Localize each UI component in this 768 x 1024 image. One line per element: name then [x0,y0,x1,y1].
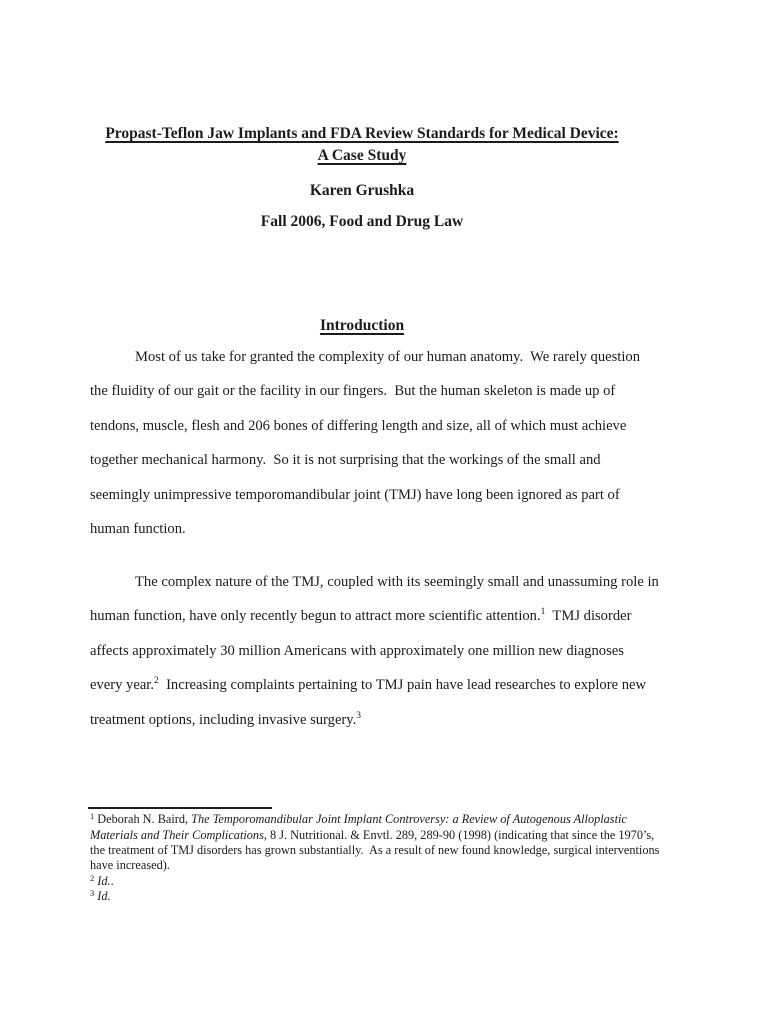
footnote-2-suffix: . [110,874,114,888]
footnote-1-citation-start: Deborah N. Baird, [97,812,192,826]
footnote-3-marker: 3 [90,888,95,898]
footnote-separator [88,807,272,809]
document-title-line1: Propast-Teflon Jaw Implants and FDA Review Standards for Medical Device: [105,125,619,142]
paragraph2-line4-text-a: every year. [90,677,155,693]
paragraph2-line1: The complex nature of the TMJ, coupled with its seemingly small and unassuming role in [135,574,659,590]
footnote-1-case-title-part2: Materials and Their Complications [90,828,264,842]
paragraph2-line5 [90,712,361,729]
footnote-ref-2: 2 [154,676,159,686]
footnote-1-line4: have increased). [90,858,170,872]
footnote-1-case-title-part1: The Temporomandibular Joint Implant Controversy: a Review of Autogenous Alloplastic [191,812,627,826]
paragraph2-line4 [90,677,646,694]
paragraph1-line4: together mechanical harmony. So it is not surprising that the workings of the small and [90,452,601,468]
paragraph1-line5: seemingly unimpressive temporomandibular joint (TMJ) have long been ignored as part of [90,487,620,503]
footnote-2-marker: 2 [90,873,95,883]
footnote-2 [90,874,114,888]
paragraph2-line4-text-b: Increasing complaints pertaining to TMJ pain have lead researches to explore new [158,677,647,693]
footnote-1-line1 [90,812,627,826]
paragraph2-line2-text-a: human function, have only recently begun to attract more scientific attention. [90,608,541,624]
footnote-1-line3: the treatment of TMJ disorders has grown substantially. As a result of new found knowledge, surgical interventions [90,843,660,857]
paragraph1-line6: human function. [90,521,186,537]
footnote-1-marker: 1 [90,811,95,821]
footnote-1-citation-rest: , 8 J. Nutritional. & Envtl. 289, 289-90 (1998) (indicating that since the 1970’s, [263,828,655,842]
paragraph2-line2 [90,608,631,625]
paragraph1-line3: tendons, muscle, flesh and 206 bones of differing length and size, all of which must achieve [90,418,627,434]
footnote-ref-1: 1 [540,607,546,617]
paragraph1-line1: Most of us take for granted the complexity of our human anatomy. We rarely question [135,349,641,365]
footnote-3 [90,889,111,903]
document-title-line2: A Case Study [317,147,407,164]
footnote-1-line2 [90,828,654,842]
course-info: Fall 2006, Food and Drug Law [260,213,464,230]
footnote-ref-3: 3 [356,711,362,721]
author-name: Karen Grushka [309,182,415,199]
paragraph2-line3: affects approximately 30 million Americans with approximately one million new diagnoses [90,643,624,659]
paragraph1-line2: the fluidity of our gait or the facility in our fingers. But the human skeleton is made up of [90,383,616,399]
paragraph2-line5-text: treatment options, including invasive surgery. [90,712,357,728]
footnote-3-id: Id. [97,889,111,903]
paragraph2-line2-text-b: TMJ disorder [545,608,632,624]
footnote-2-id: Id. [97,874,111,888]
section-heading-introduction: Introduction [319,317,405,334]
